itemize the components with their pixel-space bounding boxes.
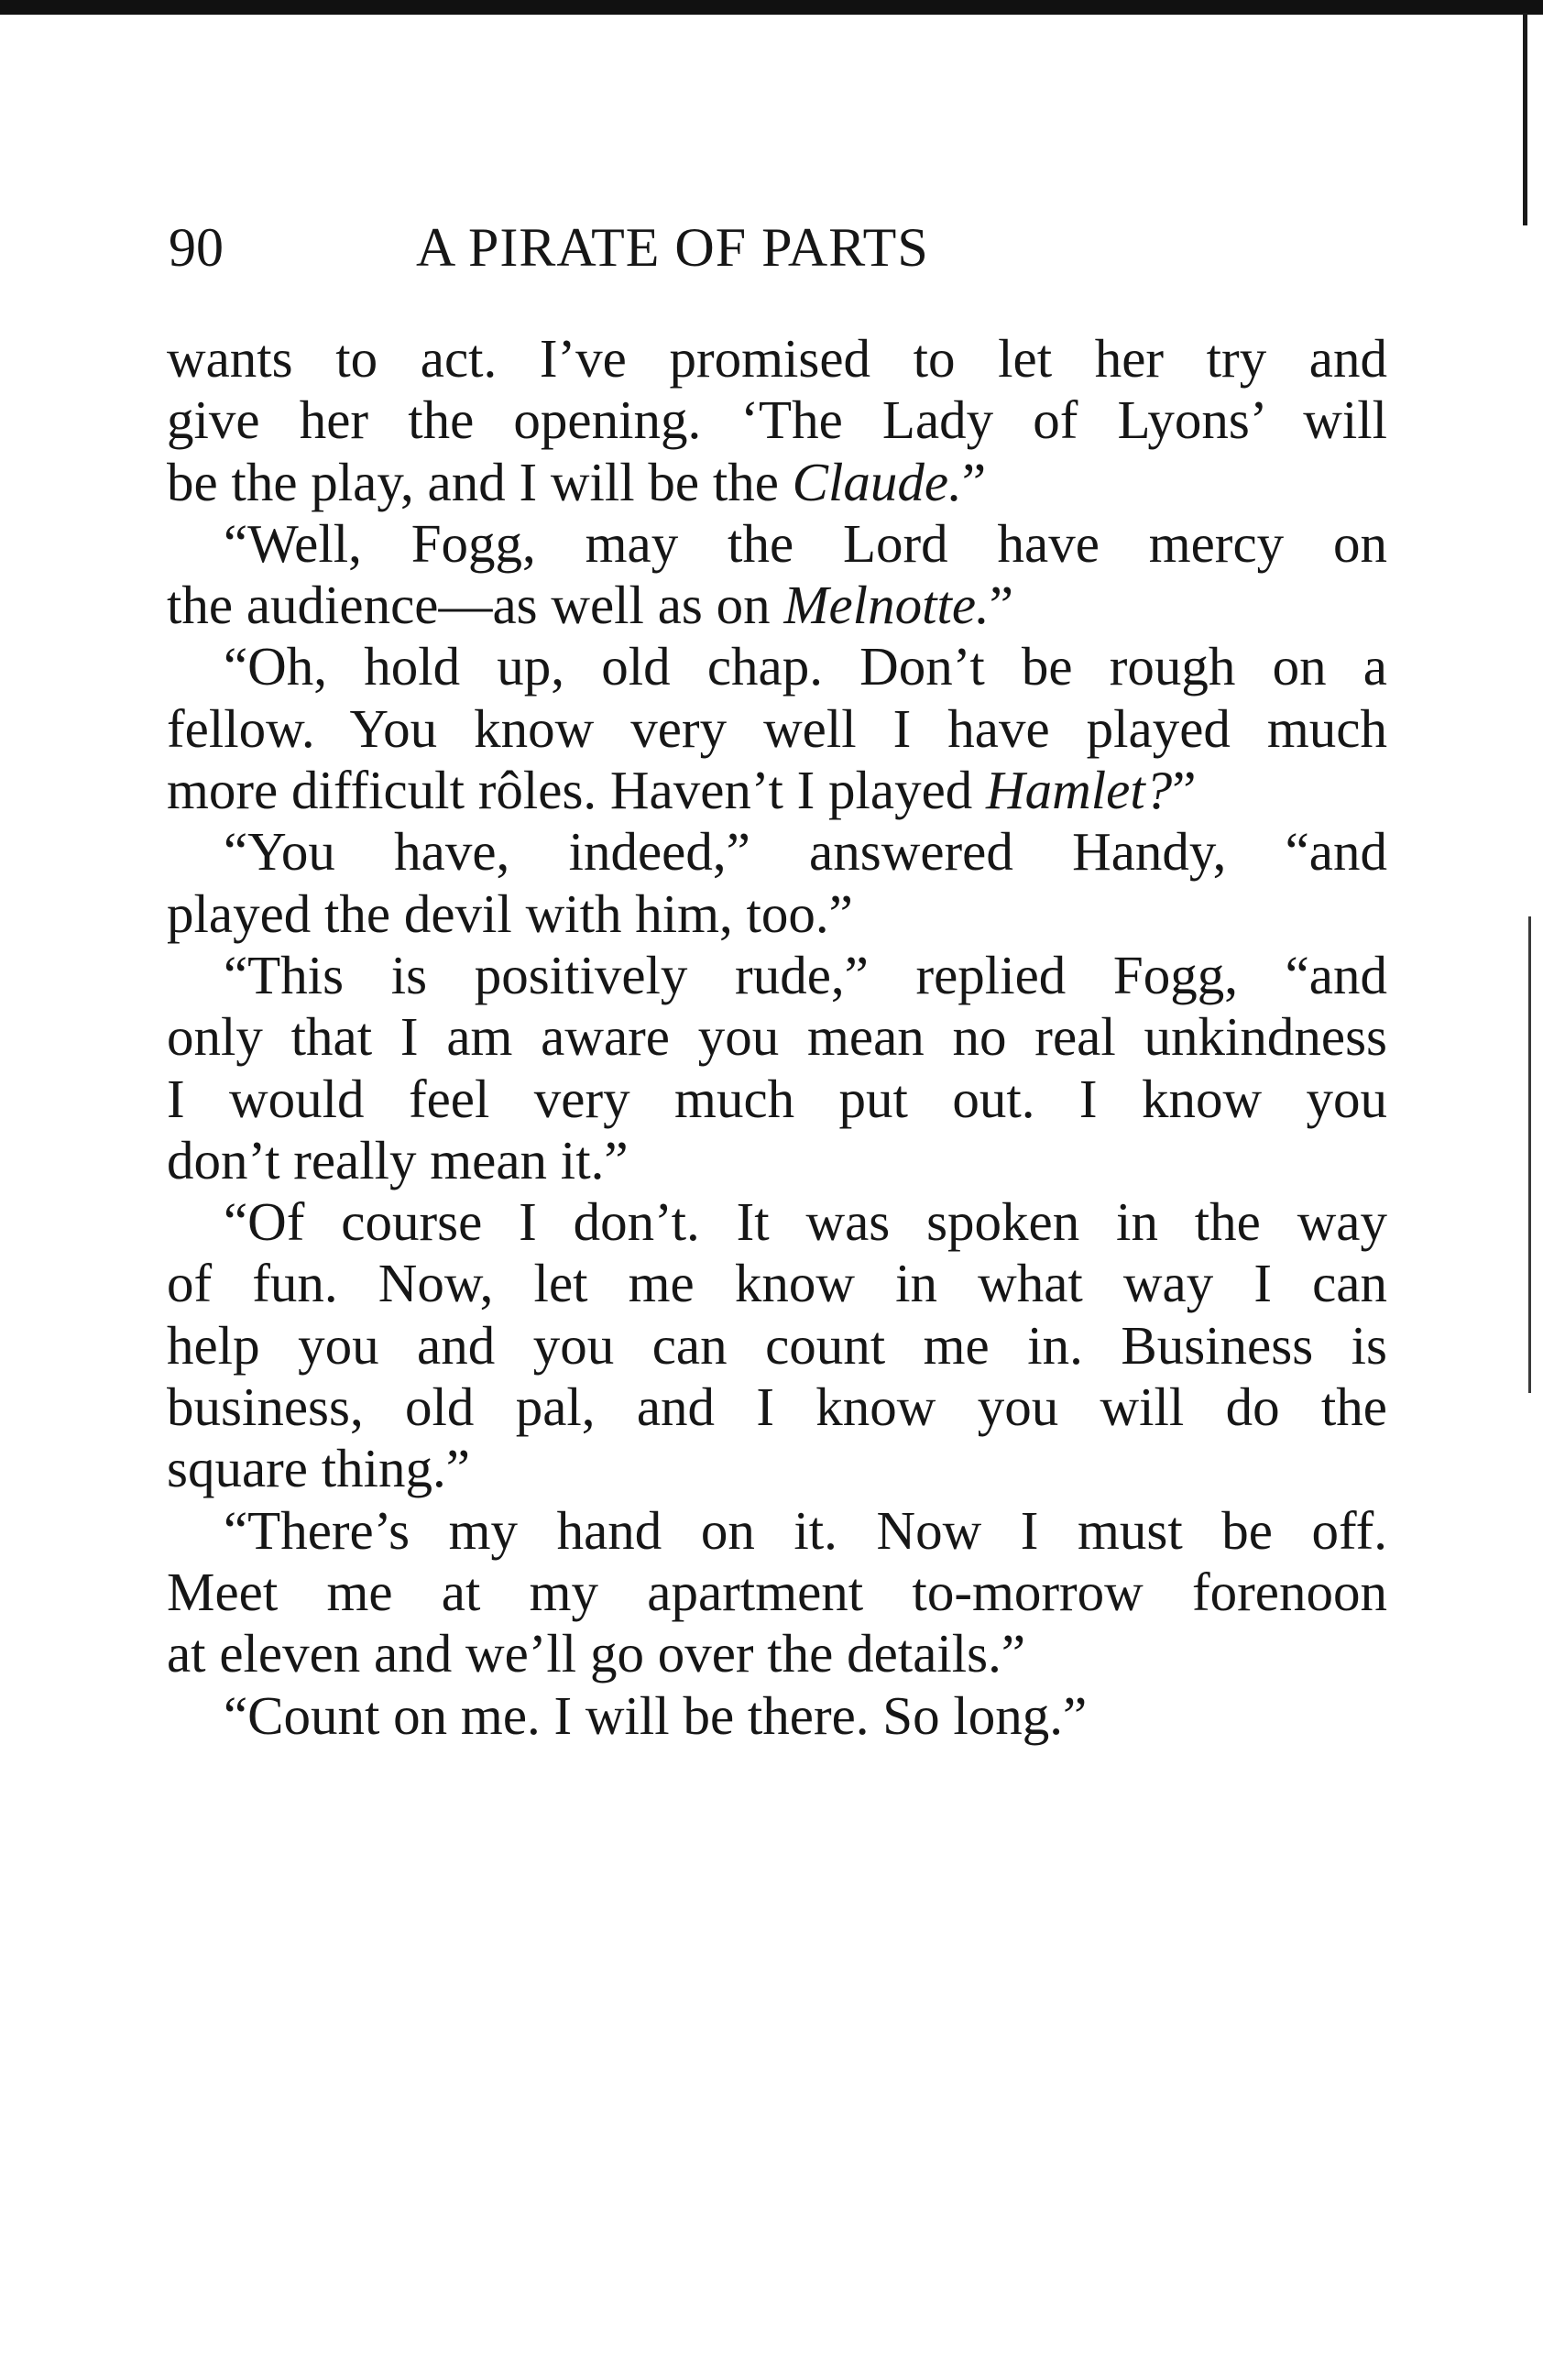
- text-run: ”: [961, 451, 987, 512]
- text-line: business, old pal, and I know you will do the: [167, 1376, 1387, 1438]
- italic-title: Melnotte.: [783, 575, 990, 636]
- page-top-border: [0, 0, 1543, 15]
- text-run: more difficult rôles. Haven’t I played: [167, 760, 987, 821]
- text-line: [167, 452, 1387, 513]
- page-number: 90: [169, 217, 224, 278]
- italic-title: Claude.: [792, 451, 962, 512]
- paragraph: [167, 328, 1387, 513]
- paragraph: [167, 636, 1387, 821]
- running-head: [169, 211, 1387, 284]
- text-run: ”: [1172, 760, 1197, 821]
- paragraph: [167, 1191, 1387, 1499]
- paragraph: [167, 1500, 1387, 1685]
- running-title: A PIRATE OF PARTS: [416, 217, 929, 278]
- text-line: “Oh, hold up, old chap. Don’t be rough on a: [224, 636, 1387, 697]
- text-line: played the devil with him, too.”: [167, 883, 853, 944]
- paragraph: [167, 821, 1387, 945]
- text-line: don’t really mean it.”: [167, 1129, 629, 1190]
- text-line: [167, 760, 1387, 821]
- text-line: “You have, indeed,” answered Handy, “and: [224, 821, 1387, 883]
- text-line: I would feel very much put out. I know you: [167, 1068, 1387, 1129]
- paragraph: [167, 945, 1387, 1191]
- text-run: ”: [989, 575, 1013, 636]
- text-line: “Of course I don’t. It was spoken in the way: [224, 1191, 1387, 1253]
- text-line: “There’s my hand on it. Now I must be off.: [224, 1499, 1387, 1561]
- page-edge-mark: [1528, 916, 1531, 1393]
- text-run: be the play, and I will be the: [167, 451, 793, 512]
- paragraph: [167, 513, 1387, 637]
- text-line: give her the opening. ‘The Lady of Lyons’ will: [167, 389, 1387, 451]
- page-edge-shadow: [1523, 13, 1527, 225]
- text-line: help you and you can count me in. Business is: [167, 1314, 1387, 1376]
- text-line: fellow. You know very well I have played much: [167, 697, 1387, 759]
- text-line: Meet me at my apartment to-morrow forenoon: [167, 1561, 1387, 1622]
- text-line: “Count on me. I will be there. So long.”: [224, 1684, 1088, 1746]
- text-line: wants to act. I’ve promised to let her try and: [167, 328, 1387, 389]
- text-line: [167, 575, 1387, 636]
- text-line: of fun. Now, let me know in what way I can: [167, 1253, 1387, 1314]
- paragraph: [167, 1685, 1387, 1747]
- text-line: only that I am aware you mean no real unkindness: [167, 1006, 1387, 1068]
- text-line: square thing.”: [167, 1438, 470, 1499]
- text-line: “Well, Fogg, may the Lord have mercy on: [224, 512, 1387, 574]
- text-line: at eleven and we’ll go over the details.”: [167, 1623, 1026, 1684]
- italic-title: Hamlet?: [986, 760, 1173, 821]
- body-text: [167, 328, 1387, 1747]
- text-run: the audience—as well as on: [167, 575, 784, 636]
- text-line: “This is positively rude,” replied Fogg, “and: [224, 944, 1387, 1005]
